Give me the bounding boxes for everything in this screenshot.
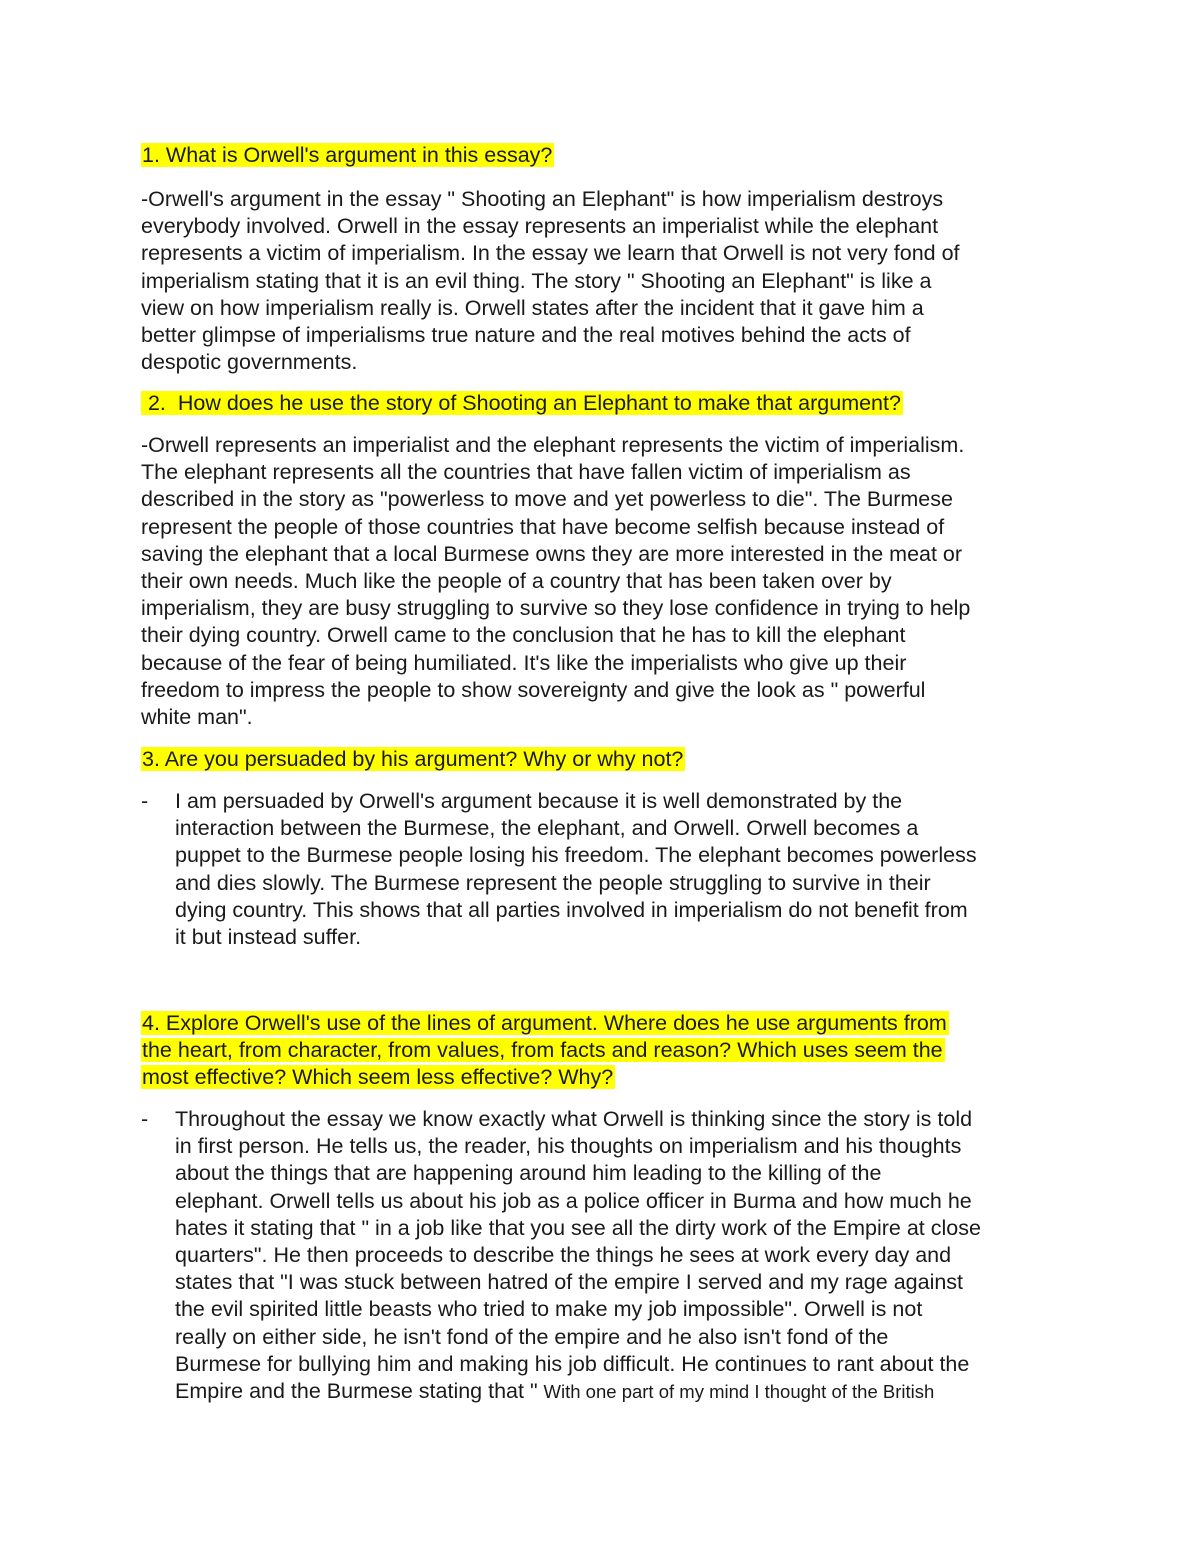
answer-1-line: despotic governments. (141, 350, 358, 375)
answer-4-last-line-start: Empire and the Burmese stating that " (175, 1378, 544, 1403)
answer-1-line: view on how imperialism really is. Orwell states after the incident that it gave him a (141, 295, 924, 320)
answer-4-line: in first person. He tells us, the reader, his thoughts on imperialism and his thoughts (175, 1134, 962, 1159)
answer-3-line: dying country. This shows that all parties involved in imperialism do not benefit from (175, 897, 968, 922)
answer-1-line: imperialism stating that it is an evil thing. The story " Shooting an Elephant" is like a (141, 268, 932, 293)
answer-2 (141, 432, 1071, 731)
question-1-heading (141, 142, 1071, 169)
answer-2-line: -Orwell represents an imperialist and the elephant represents the victim of imperialism. (141, 433, 965, 457)
question-4-heading-line: most effective? Which seem less effective? Why? (142, 1065, 614, 1090)
answer-3-line: I am persuaded by Orwell's argument because it is well demonstrated by the (175, 789, 903, 813)
answer-3-line: puppet to the Burmese people losing his freedom. The elephant becomes powerless (175, 843, 977, 868)
answer-2-line: described in the story as "powerless to move and yet powerless to die". The Burmese (141, 487, 953, 512)
question-1-heading-text: 1. What is Orwell's argument in this essay? (142, 143, 553, 167)
answer-4-line: Burmese for bullying him and making his job difficult. He continues to rant about the (175, 1351, 970, 1376)
answer-1-line: represents a victim of imperialism. In the essay we learn that Orwell is not very fond of (141, 241, 960, 266)
answer-2-line: saving the elephant that a local Burmese owns they are more interested in the meat or (141, 541, 963, 566)
question-4-heading-line: 4. Explore Orwell's use of the lines of argument. Where does he use arguments from (142, 1011, 947, 1035)
answer-2-line: The elephant represents all the countries that have fallen victim of imperialism as (141, 460, 911, 485)
answer-1 (141, 186, 1071, 376)
answer-3 (175, 788, 1105, 951)
answer-2-line: freedom to impress the people to show sovereignty and give the look as " powerful (141, 677, 926, 702)
answer-1-line: -Orwell's argument in the essay " Shooting an Elephant" is how imperialism destroys (141, 187, 944, 211)
question-2-heading (141, 390, 1071, 417)
question-4-heading-line: the heart, from character, from values, from facts and reason? Which uses seem the (142, 1038, 943, 1063)
answer-4-bullet: - (141, 1107, 149, 1131)
answer-3-line: and dies slowly. The Burmese represent the people struggling to survive in their (175, 870, 931, 895)
question-3-heading (141, 746, 1071, 773)
answer-4-line: hates it stating that " in a job like that you see all the dirty work of the Empire at close (175, 1215, 981, 1240)
answer-4-last-line-quote: With one part of my mind I thought of the British (543, 1380, 935, 1402)
question-2-heading-text: 2. How does he use the story of Shooting an Elephant to make that argument? (142, 391, 901, 415)
answer-4-line: states that "I was stuck between hatred of the empire I served and my rage against (175, 1270, 964, 1295)
question-3-heading-text: 3. Are you persuaded by his argument? Why or why not? (142, 747, 684, 771)
answer-4-line: Throughout the essay we know exactly what Orwell is thinking since the story is told (175, 1107, 973, 1131)
answer-2-line: their own needs. Much like the people of a country that has been taken over by (141, 568, 892, 593)
answer-4-line: the evil spirited little beasts who tried to make my job impossible". Orwell is not (175, 1297, 923, 1322)
answer-3-line: interaction between the Burmese, the elephant, and Orwell. Orwell becomes a (175, 816, 919, 841)
answer-3-line: it but instead suffer. (175, 924, 362, 949)
answer-2-line: represent the people of those countries that have become selfish because instead of (141, 514, 945, 539)
answer-1-line: everybody involved. Orwell in the essay represents an imperialist while the elephant (141, 214, 939, 239)
answer-4-line: elephant. Orwell tells us about his job as a police officer in Burma and how much he (175, 1188, 972, 1213)
question-4-heading (141, 1010, 1071, 1092)
answer-4-line: about the things that are happening around him leading to the killing of the (175, 1161, 882, 1186)
answer-1-line: better glimpse of imperialisms true nature and the real motives behind the acts of (141, 322, 911, 347)
answer-4-last-line (175, 1378, 1105, 1405)
answer-3-bullet: - (141, 789, 149, 813)
answer-4 (175, 1106, 1105, 1405)
answer-4-line: really on either side, he isn't fond of the empire and he also isn't fond of the (175, 1324, 889, 1349)
answer-2-line: because of the fear of being humiliated. It's like the imperialists who give up their (141, 650, 907, 675)
answer-2-line: their dying country. Orwell came to the conclusion that he has to kill the elephant (141, 623, 906, 648)
answer-2-line: imperialism, they are busy struggling to survive so they lose confidence in trying to help (141, 596, 971, 621)
answer-4-line: quarters". He then proceeds to describe the things he sees at work every day and (175, 1242, 952, 1267)
answer-2-line: white man". (141, 704, 253, 729)
